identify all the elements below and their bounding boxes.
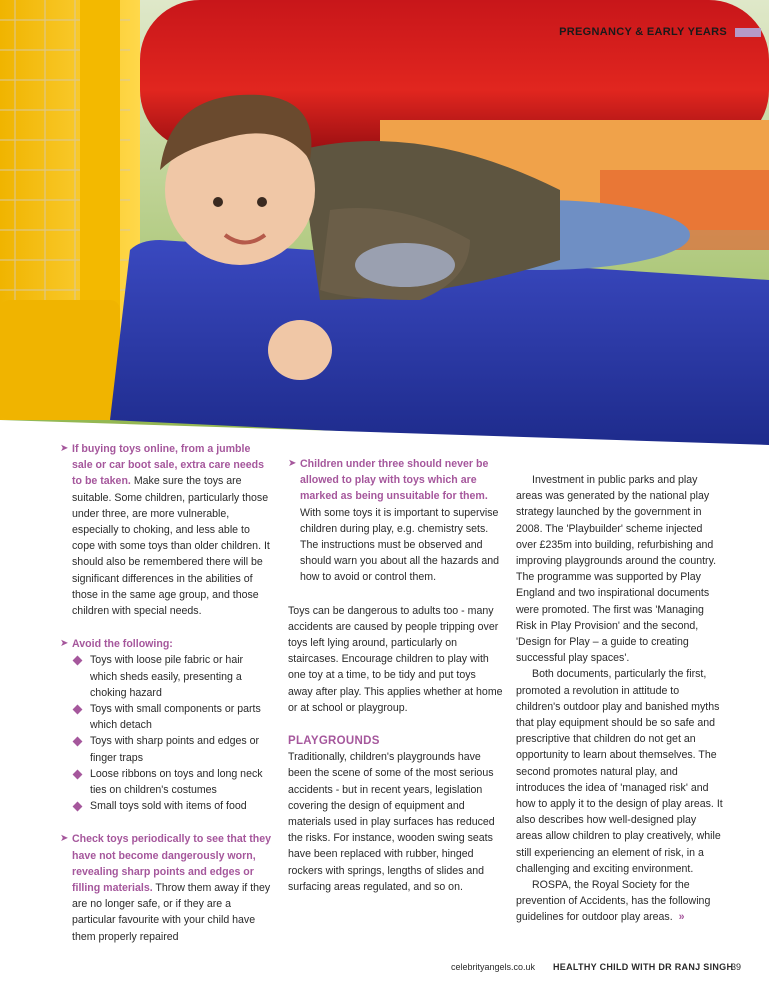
child-playing-illustration (0, 0, 769, 452)
page-number: 39 (731, 962, 742, 972)
arrow-icon: ➤ (60, 833, 69, 845)
list-item: Toys with loose pile fabric or hair which sheds easily, presenting a choking hazard (90, 652, 272, 701)
bullet-text: With some toys it is important to supervise children during play, e.g. chemistry sets. The instructions must be observed and should warn you about all the hazards and how to avoid or control them. (300, 506, 500, 584)
footer-site: celebrityangels.co.uk (451, 962, 536, 972)
diamond-icon (73, 802, 83, 812)
bullet-avoid (60, 636, 272, 652)
list-item: Loose ribbons on toys and long neck ties on children's costumes (90, 766, 272, 798)
bullet-text: Make sure the toys are suitable. Some children, particularly those under three, are more vulnerable, especially to choking, and less able to cope with some toys than older children. It should also be remembered there will be significant differences in the abilities of those in the same age group, and those children with special needs. (72, 475, 270, 618)
list-item: Small toys sold with items of food (90, 798, 272, 814)
arrow-icon: ➤ (288, 458, 297, 469)
list-item: Toys with small components or parts which detach (90, 701, 272, 733)
column-3 (516, 472, 724, 926)
paragraph: Both documents, particularly the first, promoted a revolution in attitude to children's outdoor play and banished myths that play equipment should be so safe and prescriptive that children do not get an opportunity to learn about themselves. The second promotes natural play, and introduces the idea of 'managed risk' and how to apply it to the design of play areas. It also describes how well-designed play areas allow children to play creatively, while still experiencing an element of risk, in a challenging and exciting environment. (516, 668, 723, 875)
hero-photo (0, 0, 769, 452)
arrow-icon: ➤ (60, 443, 69, 454)
bullet-lead: Check toys periodically to see that they have not become dangerously worn, revealing sharp points and edges or filling materials. (72, 833, 271, 895)
diamond-icon (73, 737, 83, 747)
bullet-lead: Children under three should never be allowed to play with toys which are marked as being unsuitable for them. (300, 458, 489, 503)
bullet-lead: If buying toys online, from a jumble sale or car boot sale, extra care needs to be taken. (72, 443, 264, 488)
arrow-icon: ➤ (60, 638, 69, 650)
column-2 (288, 456, 503, 895)
bullet-under-three (288, 456, 503, 586)
paragraph: Toys can be dangerous to adults too - many accidents are caused by people tripping over toys left lying around, particularly on staircases. Encourage children to play with one toy at a time, to be tidy and put toys away after play. This applies whether at home or at school or playgroup. (288, 604, 503, 714)
footer-title: HEALTHY CHILD WITH DR RANJ SINGH (553, 962, 734, 972)
bullet-check-toys (60, 831, 272, 944)
section-tag-bar (735, 28, 761, 37)
avoid-list (60, 652, 272, 814)
column-1 (60, 441, 272, 945)
paragraph: Investment in public parks and play areas was generated by the national play strategy launched by the government in 2008. The 'Playbuilder' scheme injected over £235m into building, refurbishing and improving playgrounds around the country. The programme was supported by Play England and two inspirational documents were promoted. The first was 'Managing Risk in Play Provision' and the second, 'Design for Play – a guide to creating successful play spaces'. (516, 474, 717, 665)
paragraph: Traditionally, children's playgrounds have been the scene of some of the most serious accidents - but in recent years, legislation covering the design of equipment and materials used in play surfaces has reduced the risks. For instance, wooden swing seats have been replaced with rubber, hinged rockers with springs, lengths of slides and surfacing areas regulated, and so on. (288, 751, 495, 893)
diamond-icon (73, 705, 83, 715)
continue-arrow-icon: » (678, 911, 685, 924)
section-tag-label: PREGNANCY & EARLY YEARS (559, 26, 727, 38)
diamond-icon (73, 769, 83, 779)
bullet-online-toys (60, 441, 272, 619)
bullet-text: Throw them away if they are no longer safe, or if they are a particular favourite with your child have them properly repaired (72, 882, 271, 943)
section-heading: PLAYGROUNDS (288, 735, 380, 748)
section-tag (559, 26, 761, 38)
bullet-lead: Avoid the following: (72, 638, 173, 651)
paragraph: ROSPA, the Royal Society for the prevention of Accidents, has the following guidelines for outdoor play areas. » (516, 879, 711, 924)
diamond-icon (73, 656, 83, 666)
list-item: Toys with sharp points and edges or finger traps (90, 733, 272, 765)
